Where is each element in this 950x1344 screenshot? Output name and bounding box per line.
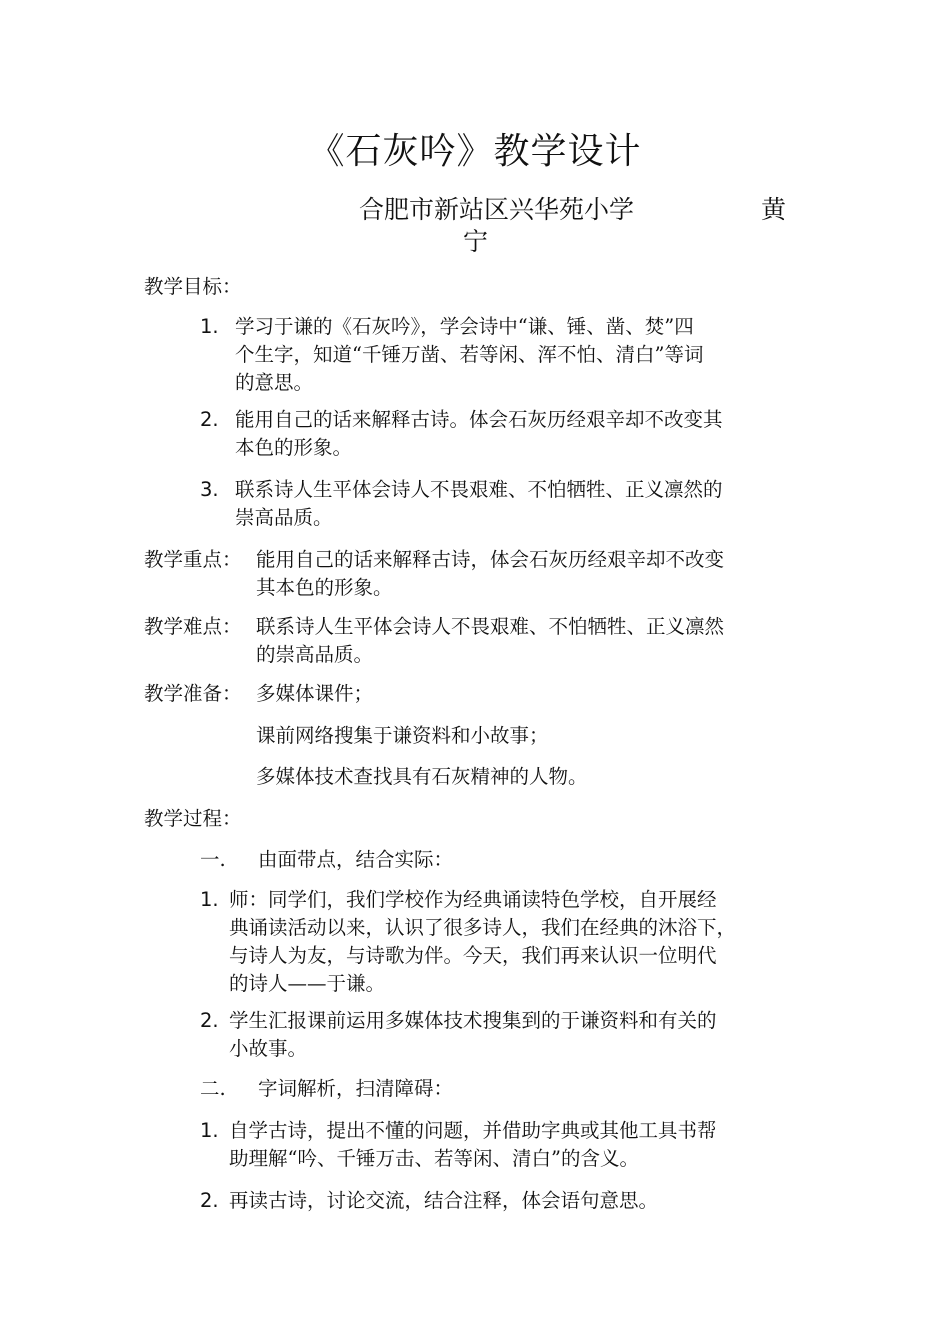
objective-item — [200, 406, 723, 462]
section-marker: 二. — [200, 1077, 226, 1100]
objective-line: 崇高品质。 — [235, 506, 333, 529]
section-heading: 由面带点，结合实际： — [258, 848, 454, 871]
step-number: 2. — [200, 1009, 219, 1032]
author-school: 合肥市新站区兴华苑小学 — [359, 195, 635, 224]
process-step — [200, 1187, 658, 1215]
author-name-first: 黄 — [761, 195, 787, 224]
preparation-item: 课前网络搜集于谦资料和小故事； — [256, 724, 549, 747]
step-number: 1. — [200, 888, 219, 911]
objective-line: 能用自己的话来解释古诗。体会石灰历经艰辛却不改变其 — [235, 408, 723, 431]
objective-line: 个生字，知道“千锤万凿、若等闲、浑不怕、清白”等词 — [235, 343, 704, 366]
step-line: 的诗人——于谦。 — [229, 972, 386, 995]
step-line: 小故事。 — [229, 1037, 308, 1060]
difficulty-line: 联系诗人生平体会诗人不畏艰难、不怕牺牲、正义凛然 — [256, 615, 725, 638]
objective-number: 1. — [200, 315, 219, 338]
process-step — [200, 1117, 717, 1173]
objective-number: 3. — [200, 478, 219, 501]
process-label: 教学过程： — [144, 807, 242, 830]
difficulty-block — [144, 613, 724, 669]
step-number: 2. — [200, 1189, 219, 1212]
objective-line: 学习于谦的《石灰吟》，学会诗中“谦、锤、凿、焚”四 — [235, 315, 694, 338]
process-step — [200, 1007, 717, 1063]
key-point-line: 其本色的形象。 — [256, 576, 393, 599]
step-line: 自学古诗，提出不懂的问题，并借助字典或其他工具书帮 — [229, 1119, 717, 1142]
difficulty-line: 的崇高品质。 — [256, 643, 374, 666]
objective-item — [200, 476, 723, 532]
key-point-label: 教学重点： — [144, 548, 242, 571]
objective-number: 2. — [200, 408, 219, 431]
section-heading: 字词解析，扫清障碍： — [258, 1077, 454, 1100]
process-section-heading — [200, 846, 453, 874]
objectives-label: 教学目标： — [144, 275, 242, 298]
preparation-item: 多媒体技术查找具有石灰精神的人物。 — [256, 765, 588, 788]
step-line: 学生汇报课前运用多媒体技术搜集到的于谦资料和有关的 — [229, 1009, 717, 1032]
objective-line: 本色的形象。 — [235, 436, 353, 459]
preparation-item: 多媒体课件； — [256, 682, 374, 705]
objective-item — [200, 313, 703, 397]
step-line: 助理解“吟、千锤万击、若等闲、清白”的含义。 — [229, 1147, 639, 1170]
preparation-label: 教学准备： — [144, 682, 242, 705]
difficulty-label: 教学难点： — [144, 615, 242, 638]
step-line: 师：同学们，我们学校作为经典诵读特色学校，自开展经 — [229, 888, 717, 911]
step-line: 与诗人为友，与诗歌为伴。今天，我们再来认识一位明代 — [229, 944, 717, 967]
process-step — [200, 886, 736, 998]
step-number: 1. — [200, 1119, 219, 1142]
process-section-heading — [200, 1075, 453, 1103]
step-line: 再读古诗，讨论交流，结合注释，体会语句意思。 — [229, 1189, 659, 1212]
author-name-second: 宁 — [463, 227, 489, 256]
document-title: 《石灰吟》教学设计 — [308, 131, 642, 172]
section-marker: 一. — [200, 848, 226, 871]
objective-line: 的意思。 — [235, 371, 314, 394]
preparation-block — [144, 680, 373, 708]
objective-line: 联系诗人生平体会诗人不畏艰难、不怕牺牲、正义凛然的 — [235, 478, 723, 501]
key-point-line: 能用自己的话来解释古诗，体会石灰历经艰辛却不改变 — [256, 548, 725, 571]
key-point-block — [144, 546, 724, 602]
step-line: 典诵读活动以来，认识了很多诗人，我们在经典的沐浴下， — [229, 916, 737, 939]
